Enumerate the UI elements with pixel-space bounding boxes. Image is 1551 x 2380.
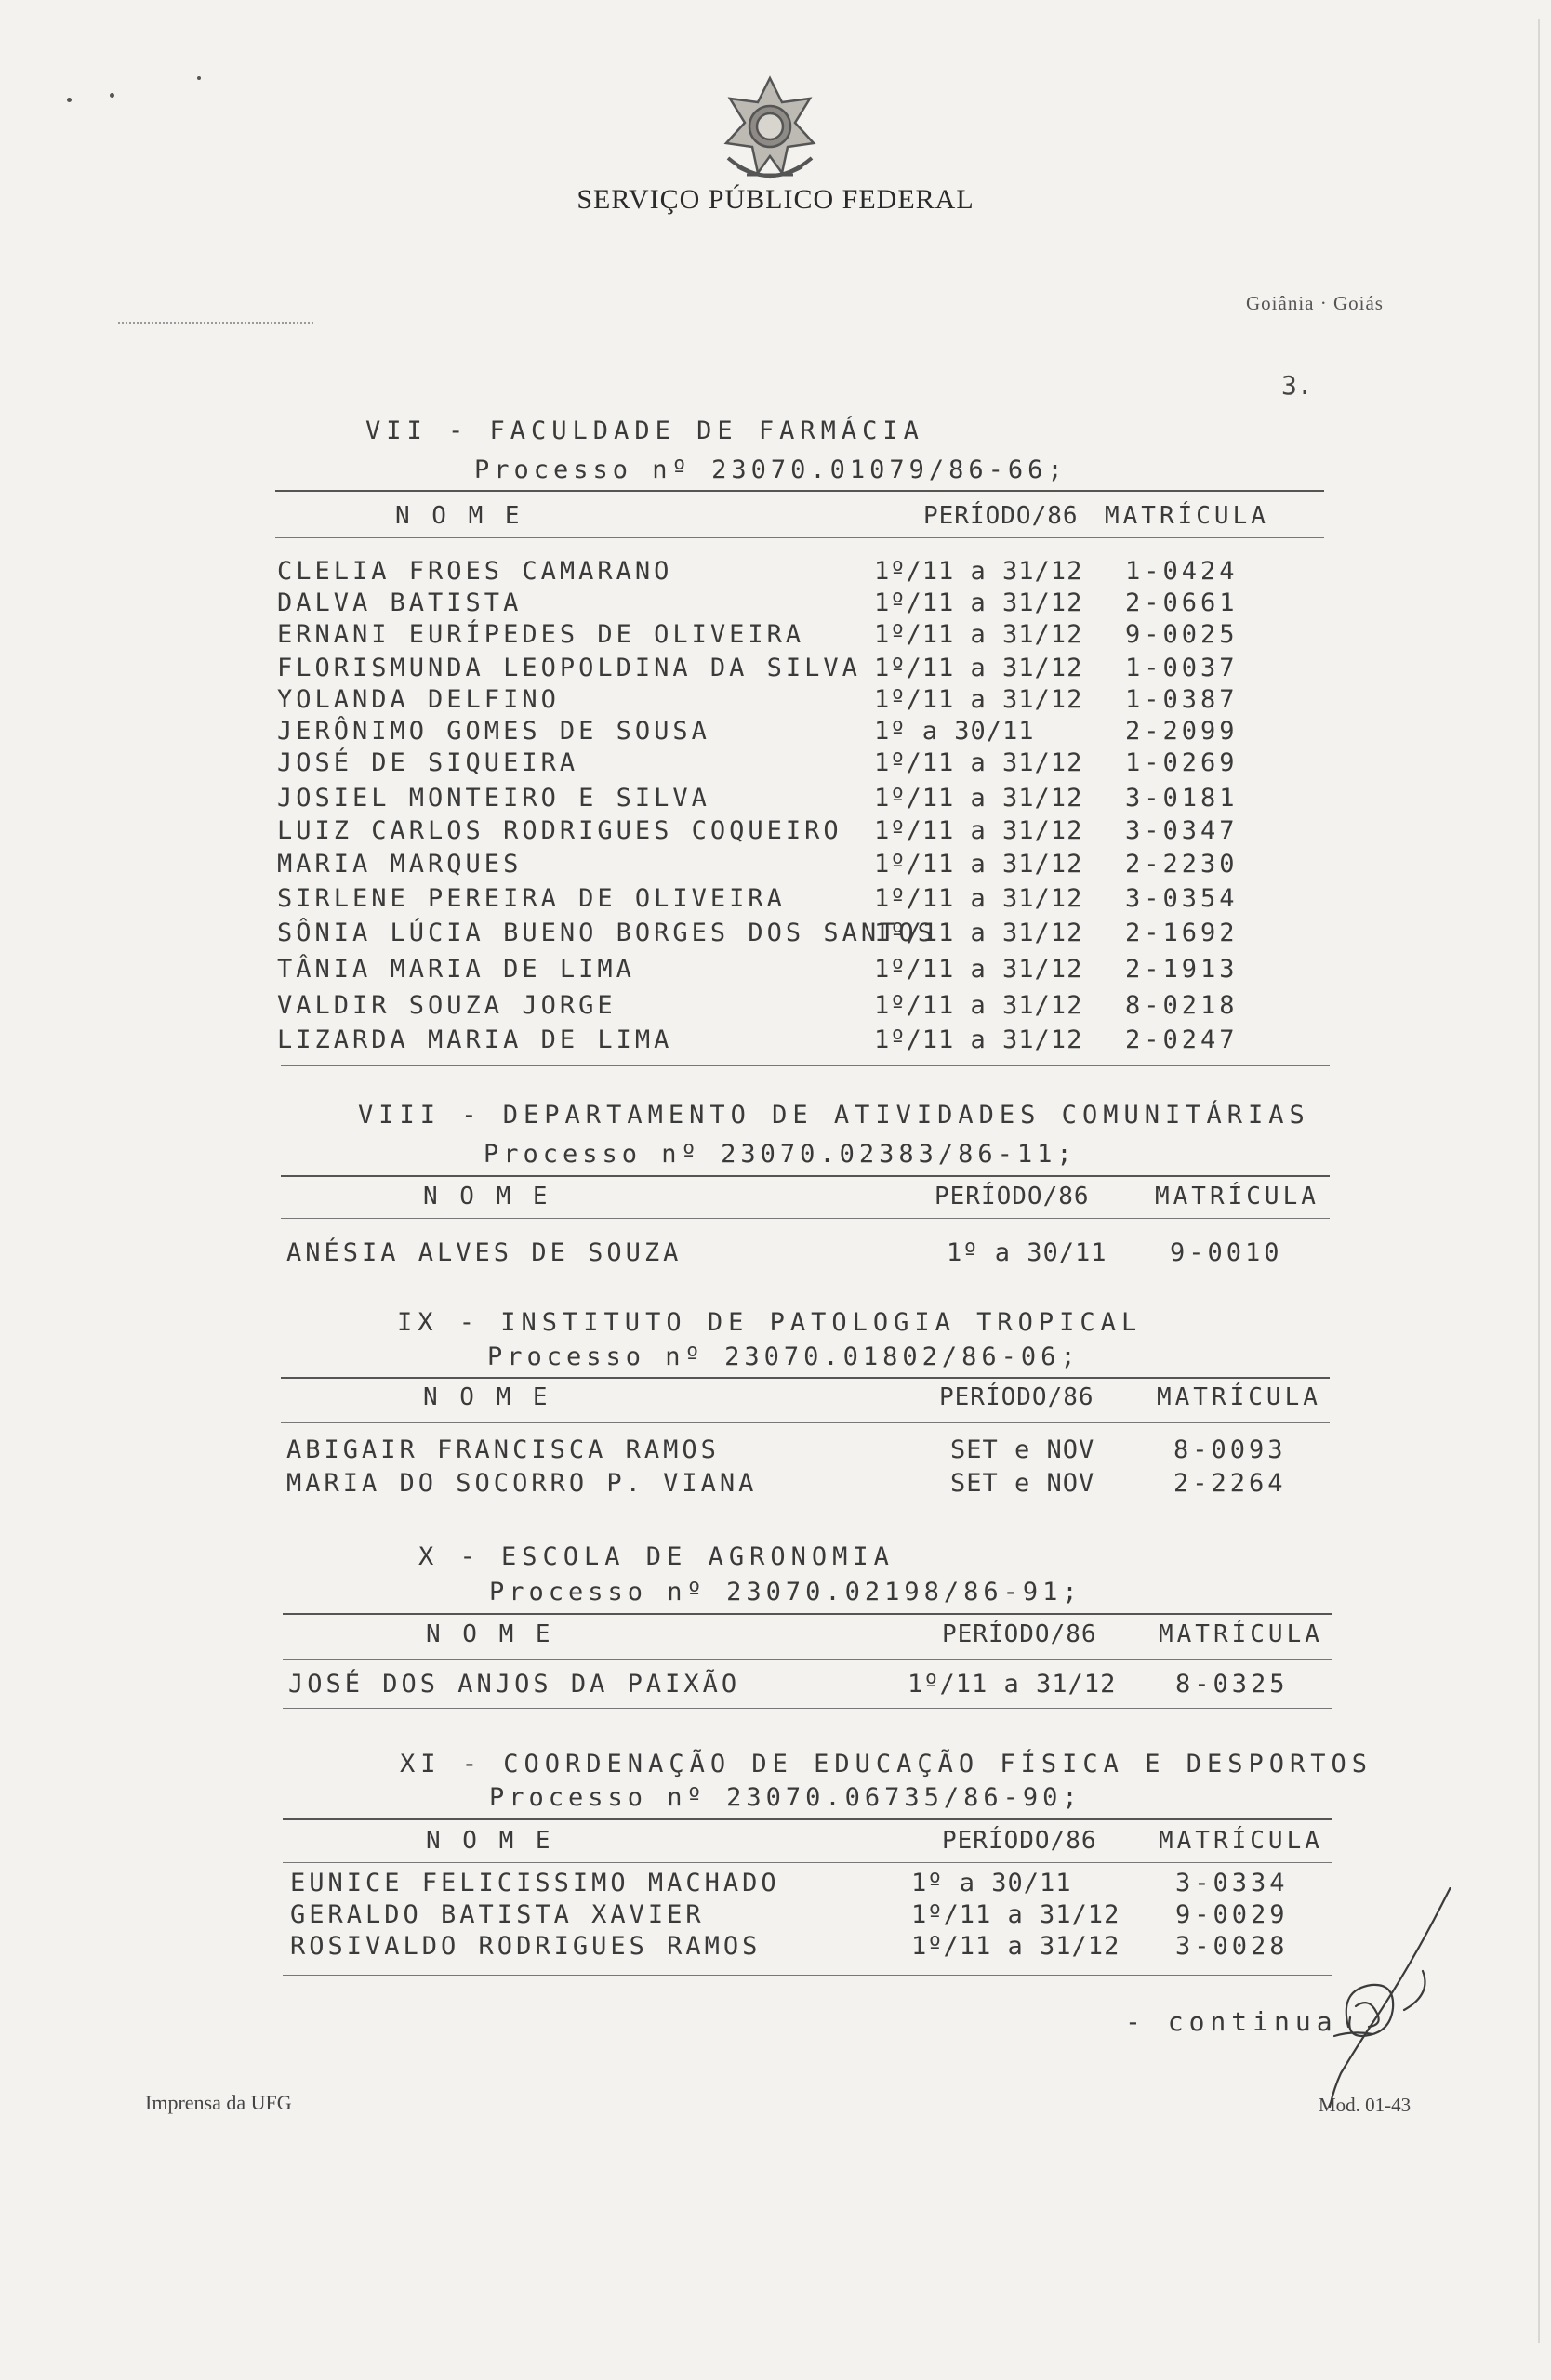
table-rule [283, 1975, 1332, 1976]
table-rule [283, 1613, 1332, 1615]
row-periodo: 1º/11 a 31/12 [874, 919, 1083, 947]
table-rule [281, 1065, 1330, 1066]
continua-text: - continua [1125, 2006, 1338, 2037]
table-rule [283, 1708, 1332, 1709]
column-header-nome: N O M E [426, 1827, 554, 1855]
table-rule [275, 490, 1324, 492]
row-nome: SIRLENE PEREIRA DE OLIVEIRA [277, 884, 786, 913]
row-periodo: 1º/11 a 31/12 [874, 1025, 1083, 1054]
row-periodo: 1º/11 a 31/12 [874, 850, 1083, 879]
row-periodo: 1º/11 a 31/12 [874, 955, 1083, 984]
process-number: Processo nº 23070.02383/86-11; [484, 1140, 1077, 1169]
handwritten-signature [1283, 1887, 1451, 2110]
row-periodo: 1º/11 a 31/12 [911, 1900, 1120, 1929]
column-header-matricula: MATRÍCULA [1105, 502, 1269, 530]
row-periodo: 1º/11 a 31/12 [874, 620, 1083, 649]
speck [110, 93, 114, 98]
row-matricula: 2-1913 [1125, 955, 1239, 984]
row-nome: LUIZ CARLOS RODRIGUES COQUEIRO [277, 816, 842, 845]
row-matricula: 2-2099 [1125, 717, 1239, 746]
column-header-nome: N O M E [426, 1620, 554, 1648]
row-periodo: SET e NOV [950, 1469, 1095, 1498]
table-rule [281, 1218, 1330, 1219]
city-label: Goiânia · Goiás [1246, 292, 1384, 314]
column-header-nome: N O M E [423, 1183, 551, 1210]
table-rule [275, 537, 1324, 538]
row-periodo: 1º/11 a 31/12 [874, 654, 1083, 682]
row-periodo: 1º/11 a 31/12 [911, 1932, 1120, 1961]
row-periodo: 1º/11 a 31/12 [874, 685, 1083, 714]
row-matricula: 1-0269 [1125, 748, 1239, 777]
row-nome: YOLANDA DELFINO [277, 685, 560, 714]
table-rule [283, 1818, 1332, 1820]
row-nome: SÔNIA LÚCIA BUENO BORGES DOS SANTOS [277, 919, 936, 947]
row-nome: DALVA BATISTA [277, 588, 523, 617]
row-periodo: 1º/11 a 31/12 [874, 991, 1083, 1020]
process-number: Processo nº 23070.01079/86-66; [474, 456, 1067, 484]
row-matricula: 9-0010 [1170, 1238, 1283, 1267]
institution-header: SERVIÇO PÚBLICO FEDERAL [577, 184, 974, 215]
section-title: VII - FACULDADE DE FARMÁCIA [365, 416, 924, 445]
table-rule [281, 1377, 1330, 1379]
row-nome: JOSÉ DE SIQUEIRA [277, 748, 579, 777]
process-number: Processo nº 23070.01802/86-06; [487, 1342, 1080, 1371]
row-nome: ROSIVALDO RODRIGUES RAMOS [290, 1932, 762, 1961]
column-header-matricula: MATRÍCULA [1157, 1383, 1321, 1411]
row-matricula: 8-0093 [1173, 1435, 1287, 1464]
row-periodo: 1º/11 a 31/12 [874, 557, 1083, 586]
row-matricula: 1-0424 [1125, 557, 1239, 586]
row-nome: JOSIEL MONTEIRO E SILVA [277, 784, 710, 813]
row-nome: JERÔNIMO GOMES DE SOUSA [277, 717, 710, 746]
row-periodo: 1º a 30/11 [911, 1869, 1072, 1897]
row-matricula: 3-0028 [1175, 1932, 1289, 1961]
row-periodo: 1º/11 a 31/12 [874, 748, 1083, 777]
row-matricula: 3-0347 [1125, 816, 1239, 845]
row-nome: GERALDO BATISTA XAVIER [290, 1900, 705, 1929]
row-periodo: 1º/11 a 31/12 [874, 588, 1083, 617]
table-rule [281, 1175, 1330, 1177]
row-matricula: 3-0181 [1125, 784, 1239, 813]
row-nome: MARIA MARQUES [277, 850, 523, 879]
row-nome: ERNANI EURÍPEDES DE OLIVEIRA [277, 620, 805, 649]
row-matricula: 1-0387 [1125, 685, 1239, 714]
column-header-matricula: MATRÍCULA [1155, 1183, 1319, 1210]
row-matricula: 2-2264 [1173, 1469, 1287, 1498]
column-header-periodo: PERÍODO/86 [939, 1383, 1094, 1411]
section-title: IX - INSTITUTO DE PATOLOGIA TROPICAL [397, 1308, 1143, 1337]
dotted-line [118, 322, 313, 324]
footer-printer: Imprensa da UFG [145, 2091, 292, 2114]
section-title: VIII - DEPARTAMENTO DE ATIVIDADES COMUNITÁRIAS [358, 1101, 1310, 1130]
row-periodo: 1º/11 a 31/12 [874, 884, 1083, 913]
row-periodo: 1º/11 a 31/12 [874, 816, 1083, 845]
row-nome: CLELIA FROES CAMARANO [277, 557, 673, 586]
section-title: XI - COORDENAÇÃO DE EDUCAÇÃO FÍSICA E DESPORTOS [400, 1750, 1373, 1778]
page-edge [1538, 19, 1540, 2343]
row-nome: VALDIR SOUZA JORGE [277, 991, 616, 1020]
column-header-nome: N O M E [423, 1383, 551, 1411]
row-nome: MARIA DO SOCORRO P. VIANA [286, 1469, 758, 1498]
column-header-periodo: PERÍODO/86 [942, 1620, 1097, 1648]
table-rule [281, 1422, 1330, 1423]
row-matricula: 9-0029 [1175, 1900, 1289, 1929]
process-number: Processo nº 23070.06735/86-90; [489, 1783, 1082, 1812]
column-header-matricula: MATRÍCULA [1159, 1827, 1323, 1855]
footer-model: Mod. 01-43 [1319, 2094, 1412, 2116]
row-nome: JOSÉ DOS ANJOS DA PAIXÃO [288, 1670, 741, 1699]
row-matricula: 3-0334 [1175, 1869, 1289, 1897]
row-matricula: 2-0247 [1125, 1025, 1239, 1054]
row-periodo: 1º/11 a 31/12 [908, 1670, 1117, 1699]
coat-of-arms-emblem [709, 74, 830, 191]
column-header-periodo: PERÍODO/86 [942, 1827, 1097, 1855]
column-header-matricula: MATRÍCULA [1159, 1620, 1323, 1648]
speck [67, 98, 72, 102]
row-periodo: SET e NOV [950, 1435, 1095, 1464]
process-number: Processo nº 23070.02198/86-91; [489, 1578, 1082, 1606]
row-matricula: 8-0218 [1125, 991, 1239, 1020]
row-matricula: 2-1692 [1125, 919, 1239, 947]
row-nome: FLORISMUNDA LEOPOLDINA DA SILVA [277, 654, 861, 682]
column-header-nome: N O M E [395, 502, 524, 530]
row-nome: ABIGAIR FRANCISCA RAMOS [286, 1435, 720, 1464]
column-header-periodo: PERÍODO/86 [935, 1183, 1090, 1210]
row-periodo: 1º/11 a 31/12 [874, 784, 1083, 813]
row-matricula: 2-2230 [1125, 850, 1239, 879]
row-nome: TÂNIA MARIA DE LIMA [277, 955, 635, 984]
row-nome: LIZARDA MARIA DE LIMA [277, 1025, 673, 1054]
row-nome: EUNICE FELICISSIMO MACHADO [290, 1869, 780, 1897]
row-nome: ANÉSIA ALVES DE SOUZA [286, 1238, 683, 1267]
row-matricula: 8-0325 [1175, 1670, 1289, 1699]
section-title: X - ESCOLA DE AGRONOMIA [418, 1542, 895, 1571]
table-rule [283, 1862, 1332, 1863]
row-matricula: 1-0037 [1125, 654, 1239, 682]
table-rule [283, 1659, 1332, 1660]
row-periodo: 1º a 30/11 [874, 717, 1035, 746]
row-matricula: 2-0661 [1125, 588, 1239, 617]
column-header-periodo: PERÍODO/86 [923, 502, 1079, 530]
row-matricula: 9-0025 [1125, 620, 1239, 649]
row-periodo: 1º a 30/11 [947, 1238, 1107, 1267]
speck [197, 76, 201, 80]
page-number: 3. [1281, 370, 1313, 401]
row-matricula: 3-0354 [1125, 884, 1239, 913]
